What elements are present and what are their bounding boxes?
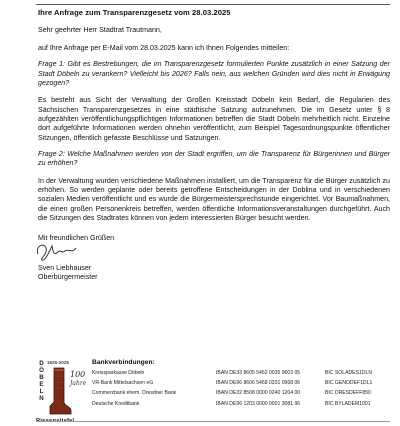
- bank-row: [92, 390, 390, 400]
- letter-intro: auf Ihre Anfrage per E-Mail vom 28.03.2025 kann ich Ihnen Folgendes mitteilen:: [38, 44, 290, 52]
- bank-row: [92, 380, 390, 390]
- logo-years: 1925-2025: [47, 360, 69, 365]
- logo-vertical-letters: D Ö B E L N: [39, 360, 44, 402]
- question-1: Frage 1: Gibt es Bestrebungen, die im Transparenzgesetz formulierten Punkte zusätzlich in einer Satzung der Stadt Döbeln zu verankern? Vielleicht bis 2026? Falls nein, aus welchen Gründen wird dies nicht in Erwägung gezogen?: [38, 60, 390, 88]
- logo-jahre-text: Jahre: [70, 380, 87, 387]
- letter-closing: Mit freundlichen Grüßen: [38, 233, 115, 242]
- bank-bic: BIC SOLADES1DLN: [325, 370, 372, 376]
- bank-iban: IBAN DE32 8508 0000 0240 1204 00: [216, 390, 301, 397]
- logo-caption: Riesenstiefel: [36, 418, 75, 424]
- bank-iban: IBAN DE96 8606 5468 0331 0968 06: [216, 380, 301, 387]
- question-2: Frage 2: Welche Maßnahmen werden von der Stadt ergriffen, um die Transparenz für Bürgerinnen und Bürger zu erhöhen?: [38, 150, 390, 168]
- bank-details: [92, 358, 390, 411]
- signature-scribble-icon: [32, 236, 102, 264]
- answer-1: Es besteht aus Sicht der Verwaltung der Großen Kreisstadt Döbeln kein Bedarf, die Regularien des Sächsischen Transparenzgesetzes in eine städtische Satzung aufzunehmen. Die im Gesetz unter § 8 aufgezählten veröffentlichungspflichtigen Informationen betreffen die Stadt Döbeln mehrheitlich nicht. Einzelne dort aufgeführte Informationen werden ohnehin veröffentlicht, zum Beispiel Tagesordnungspunkte öffentlicher Sitzungen, öffentlich gefasste Beschlüsse und Satzungen.: [38, 96, 390, 142]
- signer-title: Oberbürgermeister: [38, 272, 98, 281]
- bank-name: Commerzbank ehem. Dresdner Bank: [92, 390, 177, 397]
- bottom-rule: [36, 421, 390, 422]
- letter-subject: Ihre Anfrage zum Transparenzgesetz vom 28.03.2025: [38, 8, 231, 17]
- letter-footer: [36, 358, 390, 426]
- answer-2: In der Verwaltung wurden verschiedene Maßnahmen installiert, um die Transparenz für die Bürger zusätzlich zu erhöhen. So werden geplante oder bereits getroffene Entscheidungen in der Doblina und in verschiedenen sozialen Medien veröffentlicht und es wurde die Bürgermeistersprechstunde eingerichtet. Vor Baumaßnahmen, die einen großen Personenkreis betreffen, werden öffentliche Informationsveranstaltungen durchgeführt. Auch die Sitzungen des Stadtrates können von jedem interessierten Bürger besucht werden.: [38, 176, 390, 223]
- bank-bic: BIC DRESDEFF850: [325, 390, 371, 397]
- signature: [38, 242, 390, 264]
- bank-name: Kreissparkasse Döbeln: [92, 370, 145, 376]
- bank-row: [92, 401, 390, 411]
- bank-rows: [92, 370, 390, 411]
- boot-icon: [48, 366, 72, 416]
- bank-iban: IBAN DE33 8605 5462 0035 9603 05: [216, 370, 301, 376]
- bank-bic: BIC GENODEF1DL1: [325, 380, 373, 387]
- top-rule: [36, 4, 390, 5]
- signer-name: Sven Liebhauser: [38, 263, 92, 272]
- bank-name: VR-Bank Mittelsachsen eG: [92, 380, 154, 387]
- bank-name: Deutsche Kreditbank: [92, 400, 140, 407]
- bank-bic: BIC BYLADEM1001: [325, 400, 371, 407]
- bank-row: [92, 370, 390, 380]
- bank-title: Bankverbindungen:: [92, 359, 155, 366]
- bank-iban: IBAN DE96 1203 0000 0001 3081 96: [216, 400, 301, 407]
- letter-salutation: Sehr geehrter Herr Stadtrat Trautmann,: [38, 26, 162, 34]
- logo-jahre-number: 100: [70, 370, 86, 379]
- city-logo: [36, 358, 88, 426]
